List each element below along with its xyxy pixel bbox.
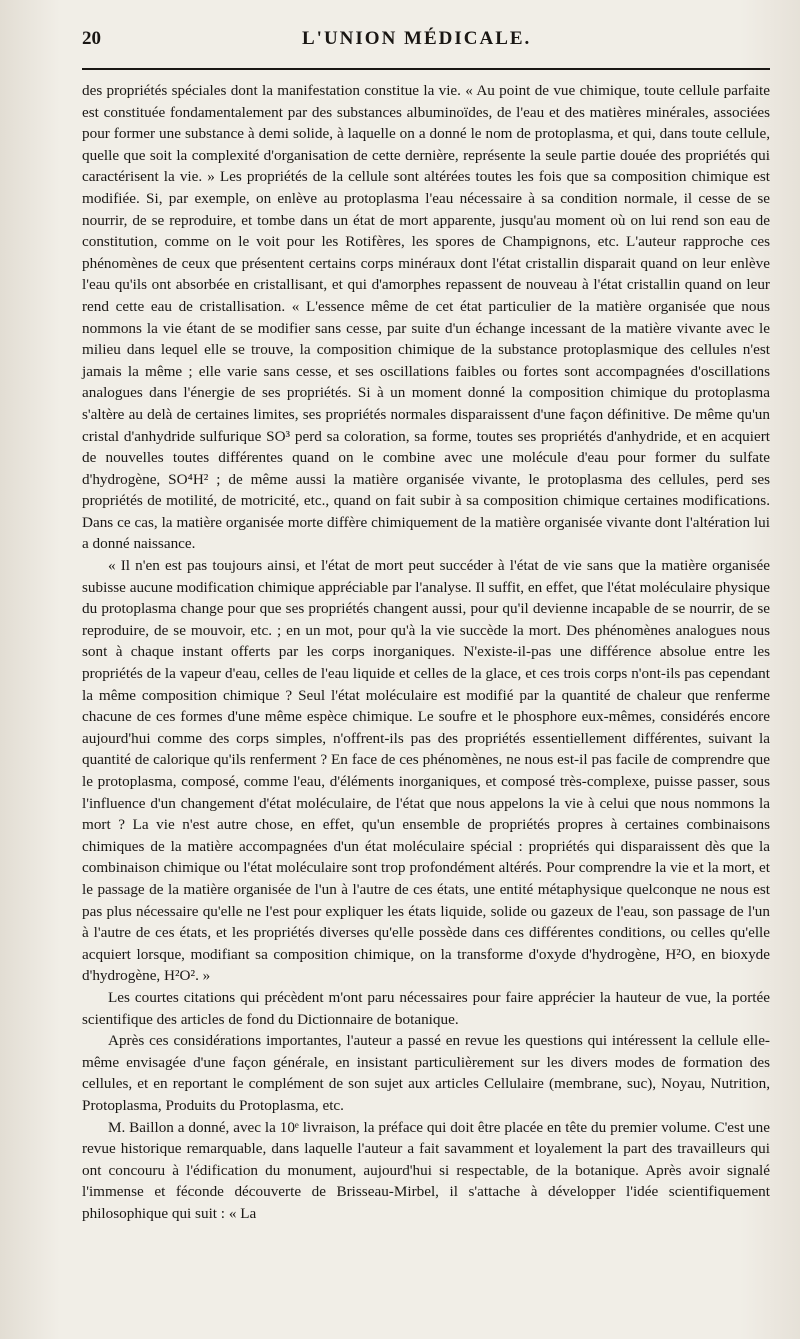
article-body — [82, 80, 770, 1224]
paragraph-2: « Il n'en est pas toujours ainsi, et l'état de mort peut succéder à l'état de vie sans que la matière organisée subisse aucune modification chimique appréciable par l'analyse. Il suffit, en effet, que l'état moléculaire physique du protoplasma change pour que ses propriétés changent aussi, pour qu'il devienne incapable de se nourrir, de se reproduire, de se mouvoir, etc. ; en un mot, pour qu'à la vie succède la mort. Des phénomènes analogues nous sont à chaque instant offerts par les corps inorganiques. N'existe-il-pas une différence absolue entre les propriétés de la vapeur d'eau, celles de l'eau liquide et celles de la glace, et ces trois corps n'ont-ils pas cependant la même composition chimique ? Seul l'état moléculaire est modifié par la quantité de chaleur que renferme chacune de ces formes d'une même espèce chimique. Le soufre et le phosphore eux-mêmes, considérés encore aujourd'hui comme des corps simples, n'offrent-ils pas des propriétés essentiellement différentes, suivant la quantité de calorique qu'ils renferment ? En face de ces phénomènes, ne nous est-il pas facile de comprendre que le protoplasma, composé, comme l'eau, d'éléments inorganiques, et composé très-complexe, puisse passer, sous l'influence d'un changement d'état moléculaire, de l'état que nous appelons la vie à celui que nous nommons la mort ? La vie n'est autre chose, en effet, qu'un ensemble de propriétés propres à certaines combinaisons chimiques de la matière accompagnées d'un état moléculaire spécial : propriétés qui disparaissent dès que la combinaison chimique ou l'état moléculaire sont trop profondément altérés. Pour comprendre la vie et la mort, et le passage de la matière organisée de l'un à l'autre de ces états, une entité métaphysique quelconque ne nous est pas plus nécessaire qu'elle ne l'est pour expliquer les états liquide, solide ou gazeux de l'eau, son passage de l'un à l'autre de ces états, et les propriétés diverses qu'elle possède dans ces différentes conditions, ou celles qu'elle acquiert lorsque, modifiant sa composition chimique, on la transforme d'oxyde d'hydrogène, H²O, en bioxyde d'hydrogène, H²O². » — [82, 557, 770, 985]
paragraph-1: des propriétés spéciales dont la manifestation constitue la vie. « Au point de vue chimique, toute cellule parfaite est constituée fondamentalement par des substances albuminoïdes, de l'eau et des matières minérales, associées pour former une substance à demi solide, à laquelle on a donné le nom de protoplasma, et qui, dans toute cellule, quelle que soit la complexité d'organisation de cette dernière, représente la seule partie douée des propriétés qui caractérisent la vie. » Les propriétés de la cellule sont altérées toutes les fois que sa composition chimique est modifiée. Si, par exemple, on enlève au protoplasma l'eau nécessaire à sa condition normale, il cesse de se nourrir, de se reproduire, et tombe dans un état de mort apparente, jusqu'au moment où on lui rend son eau de constitution, comme on le voit pour les Rotifères, les spores de Champignons, etc. L'auteur rapproche ces phénomènes de ceux que présentent certains corps minéraux dont l'état cristallin disparait quand on leur enlève l'eau qu'ils ont absorbée en cristallisant, et qui d'amorphes repassent de nouveau à l'état cristallin quand on leur rend cette eau de cristallisation. « L'essence même de cet état particulier de la matière organisée que nous nommons la vie étant de se modifier sans cesse, par suite d'un échange incessant de la matière vivante avec le milieu dans lequel elle se trouve, la composition chimique de la substance protoplasmique des cellules n'est jamais la même ; elle varie sans cesse, et ses oscillations faibles ou fortes sont accompagnées d'oscillations analogues dans l'énergie de ses propriétés. Si à un moment donné la composition chimique du protoplasma s'altère au delà de certaines limites, ses propriétés normales disparaissent d'une façon définitive. De même qu'un cristal d'anhydride sulfurique SO³ perd sa coloration, sa forme, toutes ses propriétés d'anhydride, et en acquiert de nouvelles toutes différentes quand on le combine avec une molécule d'eau pour former du sulfate d'hydrogène, SO⁴H² ; de même aussi la matière organisée vivante, le protoplasma des cellules, perd ses propriétés de motilité, de motricité, etc., quand on fait subir à sa composition chimique certaines modifications. Dans ce cas, la matière organisée morte diffère chimiquement de la matière organisée vivante dont l'altération lui a donné naissance. — [82, 82, 770, 553]
running-title: L'UNION MÉDICALE. — [302, 28, 532, 49]
page-number: 20 — [82, 28, 101, 49]
header-rule — [82, 68, 770, 70]
paragraph-3: Les courtes citations qui précèdent m'ont paru nécessaires pour faire apprécier la hauteur de vue, la portée scientifique des articles de fond du Dictionnaire de botanique. — [82, 988, 770, 1028]
paragraph-4: Après ces considérations importantes, l'auteur a passé en revue les questions qui intéressent la cellule elle-même envisagée d'une façon générale, en insistant particulièrement sur les divers modes de formation des cellules, et en reportant le complément de son sujet aux articles Cellulaire (membrane, suc), Noyau, Nutrition, Protoplasma, Produits du Protoplasma, etc. — [82, 1032, 770, 1114]
paragraph-5: M. Baillon a donné, avec la 10ᵉ livraison, la préface qui doit être placée en tête du premier volume. C'est une revue historique remarquable, dans laquelle l'auteur a fait savamment et loyalement la part des travailleurs qui ont concouru à l'édification du monument, aujourd'hui si respectable, de la botanique. Après avoir signalé l'immense et féconde découverte de Brisseau-Mirbel, il s'attache à développer l'idée scientifiquement philosophique qui suit : « La — [82, 1118, 770, 1222]
page-header — [82, 28, 770, 60]
